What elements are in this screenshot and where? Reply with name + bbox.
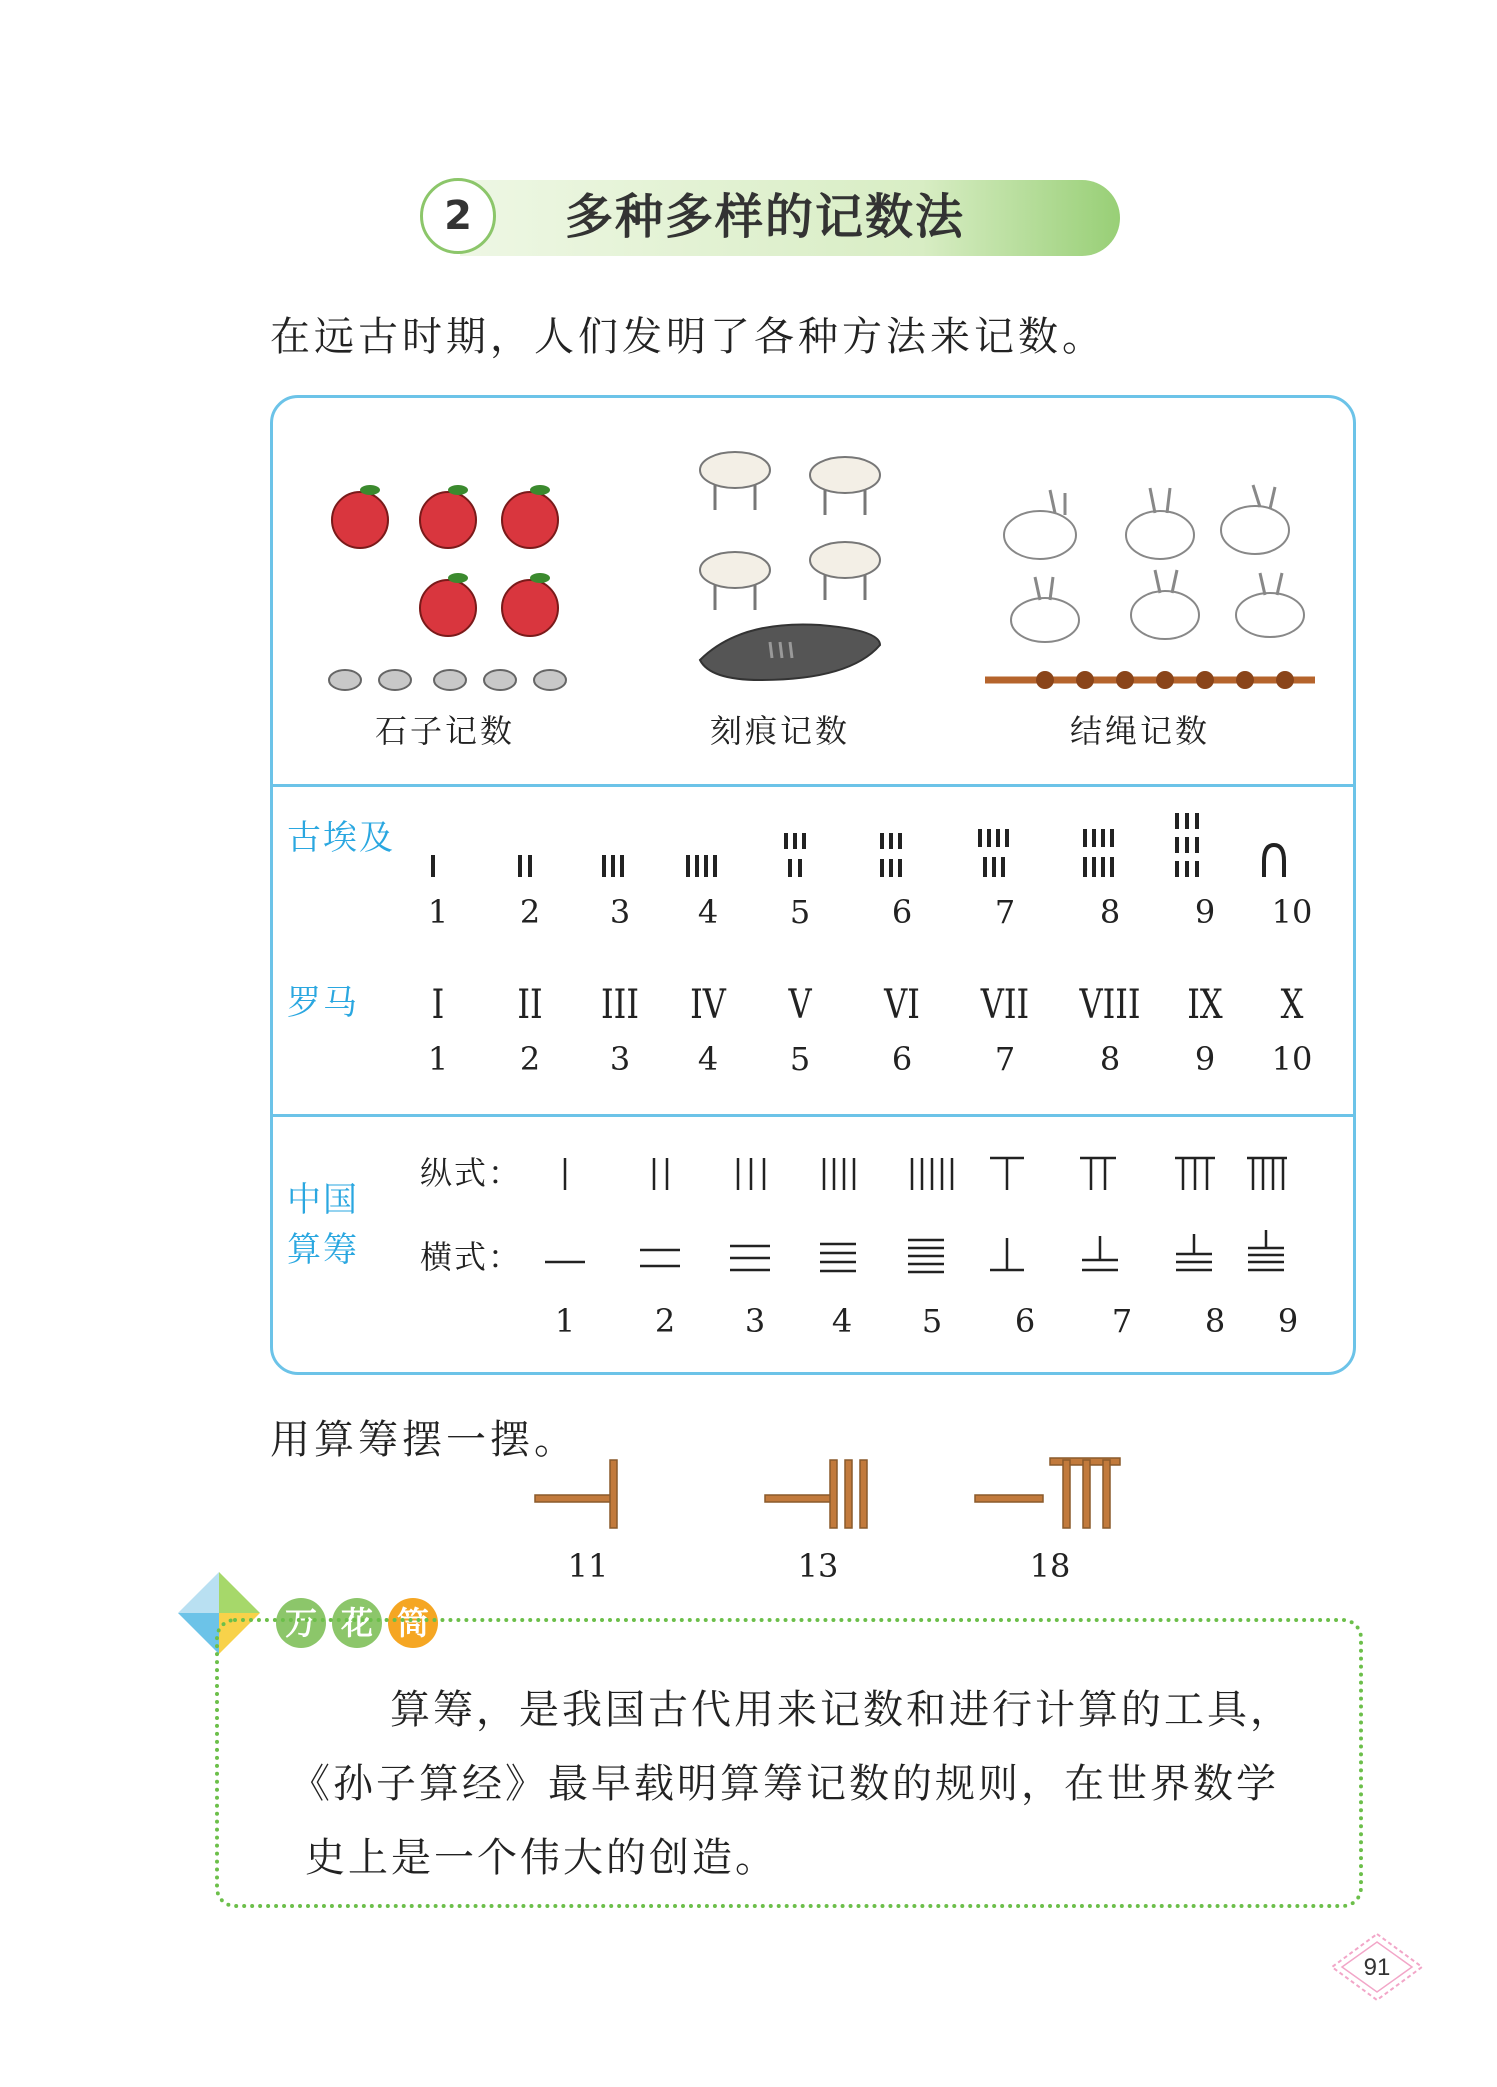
roman-number-9: 9	[1194, 1040, 1216, 1078]
note-line-1: 算筹，是我国古代用来记数和进行计算的工具，	[390, 1687, 1293, 1733]
rod-number-3: 3	[744, 1302, 766, 1340]
rod-number-1: 1	[554, 1302, 576, 1340]
note-line-3: 史上是一个伟大的创造。	[305, 1835, 778, 1881]
roman-number-3: 3	[609, 1040, 631, 1078]
practice-instruction: 用算筹摆一摆。	[270, 1417, 578, 1463]
roman-number-7: 7	[994, 1040, 1016, 1078]
vertical-form-label: 纵式：	[420, 1154, 523, 1192]
roman-number-4: 4	[697, 1040, 719, 1078]
divider-top	[270, 784, 1356, 787]
egypt-number-6: 6	[891, 893, 913, 931]
egypt-number-1: 1	[427, 893, 449, 931]
roman-numeral-3: III	[601, 982, 639, 1028]
roman-numeral-5: V	[788, 982, 812, 1028]
goats-and-tally-stone-icon	[680, 430, 900, 690]
practice-number-13: 13	[797, 1547, 839, 1585]
label-ancient-egypt: 古埃及	[287, 818, 395, 858]
practice-number-18: 18	[1029, 1547, 1071, 1585]
rod-number-7: 7	[1111, 1302, 1133, 1340]
egypt-number-3: 3	[609, 893, 631, 931]
egypt-number-4: 4	[697, 893, 719, 931]
title-banner	[420, 178, 1120, 258]
page-title: 多种多样的记数法	[565, 189, 966, 245]
label-china-line1: 中国	[287, 1180, 359, 1220]
egypt-number-9: 9	[1194, 893, 1216, 931]
rabbits-and-knotted-rope-icon	[985, 485, 1315, 695]
practice-rods	[530, 1458, 1130, 1538]
roman-numeral-2: II	[517, 982, 543, 1028]
badge-hua: 花	[332, 1598, 382, 1648]
note-line-2: 《孙子算经》最早载明算筹记数的规则，在世界数学	[290, 1761, 1279, 1807]
rod-number-9: 9	[1277, 1302, 1299, 1340]
page-number: 91	[1363, 1954, 1391, 1981]
label-china-line2: 算筹	[287, 1230, 359, 1270]
caption-pebble-counting: 石子记数	[374, 712, 515, 750]
intro-text: 在远古时期，人们发明了各种方法来记数。	[270, 314, 1106, 360]
egypt-number-5: 5	[789, 893, 811, 931]
rod-number-4: 4	[831, 1302, 853, 1340]
roman-number-5: 5	[789, 1040, 811, 1078]
egypt-number-8: 8	[1099, 893, 1121, 931]
roman-number-1: 1	[427, 1040, 449, 1078]
egyptian-numerals	[420, 805, 1320, 885]
rod-number-6: 6	[1014, 1302, 1036, 1340]
rod-number-2: 2	[654, 1302, 676, 1340]
roman-number-2: 2	[519, 1040, 541, 1078]
rod-number-8: 8	[1204, 1302, 1226, 1340]
roman-numeral-4: IV	[690, 982, 726, 1028]
apples-and-pebbles-icon	[320, 480, 580, 700]
badge-wan: 万	[276, 1598, 326, 1648]
roman-numeral-8: VIII	[1079, 982, 1141, 1028]
caption-notch-counting: 刻痕记数	[709, 712, 850, 750]
divider-bottom	[270, 1114, 1356, 1117]
egypt-number-2: 2	[519, 893, 541, 931]
horizontal-form-label: 横式：	[420, 1238, 523, 1276]
roman-numeral-9: IX	[1187, 982, 1223, 1028]
practice-number-11: 11	[567, 1547, 609, 1585]
egypt-number-7: 7	[994, 893, 1016, 931]
roman-number-10: 10	[1271, 1040, 1313, 1078]
rod-number-5: 5	[921, 1302, 943, 1340]
label-rome: 罗马	[287, 983, 359, 1023]
roman-number-8: 8	[1099, 1040, 1121, 1078]
roman-numeral-7: VII	[980, 982, 1030, 1028]
rod-numerals	[540, 1150, 1320, 1280]
roman-numeral-10: X	[1280, 982, 1304, 1028]
lesson-number: 2	[420, 178, 496, 254]
roman-numeral-6: VI	[884, 982, 920, 1028]
roman-number-6: 6	[891, 1040, 913, 1078]
caption-knot-counting: 结绳记数	[1069, 712, 1210, 750]
badge-tong: 筒	[388, 1598, 438, 1648]
egypt-number-10: 10	[1271, 893, 1313, 931]
roman-numeral-1: I	[431, 982, 445, 1028]
